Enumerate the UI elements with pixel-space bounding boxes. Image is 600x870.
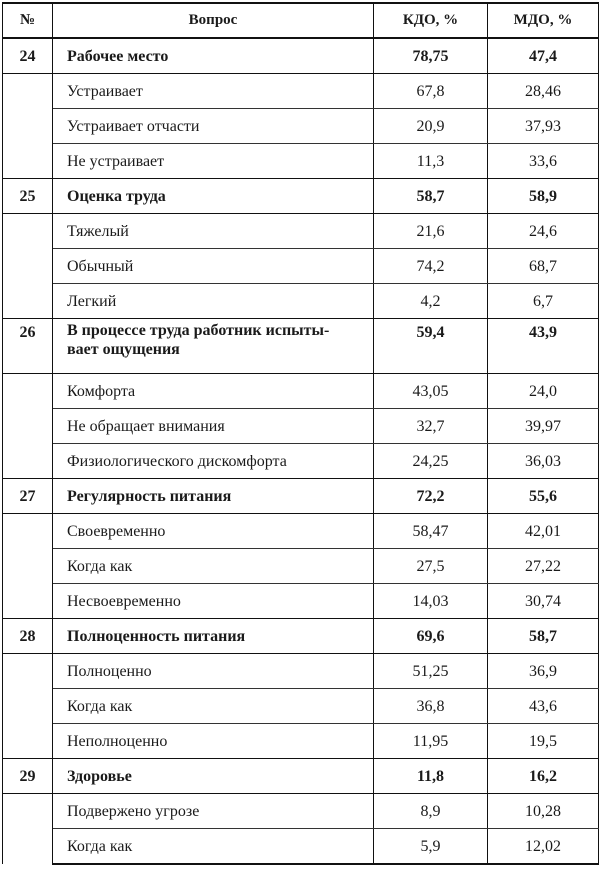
answer-kdo-value: 27,5 — [374, 549, 488, 584]
answer-kdo-value: 20,9 — [374, 109, 488, 144]
question-mdo-value: 47,4 — [488, 38, 599, 74]
answer-mdo-value: 37,93 — [488, 109, 599, 144]
question-mdo-value: 16,2 — [488, 759, 599, 794]
header-num: № — [3, 3, 53, 38]
answer-row — [3, 584, 599, 619]
question-text: Регулярность питания — [53, 479, 374, 514]
answer-mdo-value: 36,03 — [488, 444, 599, 479]
answer-row — [3, 249, 599, 284]
answer-kdo-value: 67,8 — [374, 74, 488, 109]
answer-label: Обычный — [53, 249, 374, 284]
question-number: 27 — [3, 479, 53, 514]
question-row — [3, 619, 599, 654]
question-row — [3, 38, 599, 74]
answer-kdo-value: 51,25 — [374, 654, 488, 689]
answer-row — [3, 444, 599, 479]
answer-label: Когда как — [53, 829, 374, 865]
number-spacer — [3, 654, 53, 759]
question-text-line: вает ощущения — [67, 341, 180, 358]
question-row — [3, 759, 599, 794]
question-text: Рабочее место — [53, 38, 374, 74]
answer-mdo-value: 42,01 — [488, 514, 599, 549]
answer-label: Полноценно — [53, 654, 374, 689]
question-text: Полноценность питания — [53, 619, 374, 654]
answer-mdo-value: 6,7 — [488, 284, 599, 319]
answer-label: Когда как — [53, 549, 374, 584]
table-body — [3, 38, 599, 864]
answer-row — [3, 829, 599, 865]
question-kdo-value: 69,6 — [374, 619, 488, 654]
header-question: Вопрос — [53, 3, 374, 38]
question-text-line: В процессе труда работник испыты- — [67, 322, 330, 339]
question-mdo-value: 55,6 — [488, 479, 599, 514]
answer-mdo-value: 36,9 — [488, 654, 599, 689]
question-text — [53, 319, 374, 374]
number-spacer — [3, 74, 53, 179]
header-row — [3, 3, 599, 38]
answer-kdo-value: 24,25 — [374, 444, 488, 479]
survey-table — [2, 2, 599, 865]
question-kdo-value: 11,8 — [374, 759, 488, 794]
header-kdo: КДО, % — [374, 3, 488, 38]
answer-label: Легкий — [53, 284, 374, 319]
answer-mdo-value: 10,28 — [488, 794, 599, 829]
answer-kdo-value: 14,03 — [374, 584, 488, 619]
answer-label: Своевременно — [53, 514, 374, 549]
answer-kdo-value: 11,3 — [374, 144, 488, 179]
table-header — [3, 3, 599, 38]
answer-mdo-value: 43,6 — [488, 689, 599, 724]
answer-mdo-value: 27,22 — [488, 549, 599, 584]
question-number: 26 — [3, 319, 53, 374]
answer-kdo-value: 4,2 — [374, 284, 488, 319]
question-number: 24 — [3, 38, 53, 74]
number-spacer — [3, 514, 53, 619]
question-kdo-value: 78,75 — [374, 38, 488, 74]
header-mdo: МДО, % — [488, 3, 599, 38]
answer-label: Устраивает — [53, 74, 374, 109]
answer-label: Устраивает отчасти — [53, 109, 374, 144]
answer-row — [3, 109, 599, 144]
question-row — [3, 179, 599, 214]
question-kdo-value: 59,4 — [374, 319, 488, 374]
answer-kdo-value: 5,9 — [374, 829, 488, 865]
answer-label: Неполноценно — [53, 724, 374, 759]
answer-label: Физиологического дискомфорта — [53, 444, 374, 479]
answer-kdo-value: 43,05 — [374, 374, 488, 409]
question-text: Оценка труда — [53, 179, 374, 214]
question-row — [3, 479, 599, 514]
answer-row — [3, 214, 599, 249]
question-row — [3, 319, 599, 374]
answer-row — [3, 409, 599, 444]
number-spacer — [3, 374, 53, 479]
answer-label: Подвержено угрозе — [53, 794, 374, 829]
answer-kdo-value: 74,2 — [374, 249, 488, 284]
answer-label: Не устраивает — [53, 144, 374, 179]
answer-row — [3, 514, 599, 549]
answer-label: Тяжелый — [53, 214, 374, 249]
question-number: 28 — [3, 619, 53, 654]
number-spacer — [3, 214, 53, 319]
answer-row — [3, 74, 599, 109]
number-spacer — [3, 794, 53, 865]
answer-label: Комфорта — [53, 374, 374, 409]
answer-kdo-value: 32,7 — [374, 409, 488, 444]
answer-mdo-value: 19,5 — [488, 724, 599, 759]
answer-kdo-value: 58,47 — [374, 514, 488, 549]
answer-kdo-value: 11,95 — [374, 724, 488, 759]
answer-mdo-value: 12,02 — [488, 829, 599, 865]
answer-row — [3, 549, 599, 584]
question-kdo-value: 72,2 — [374, 479, 488, 514]
answer-row — [3, 374, 599, 409]
answer-mdo-value: 33,6 — [488, 144, 599, 179]
answer-kdo-value: 36,8 — [374, 689, 488, 724]
question-mdo-value: 43,9 — [488, 319, 599, 374]
question-mdo-value: 58,7 — [488, 619, 599, 654]
answer-mdo-value: 24,0 — [488, 374, 599, 409]
answer-kdo-value: 21,6 — [374, 214, 488, 249]
question-text: Здоровье — [53, 759, 374, 794]
question-mdo-value: 58,9 — [488, 179, 599, 214]
question-number: 25 — [3, 179, 53, 214]
answer-mdo-value: 24,6 — [488, 214, 599, 249]
question-kdo-value: 58,7 — [374, 179, 488, 214]
answer-mdo-value: 30,74 — [488, 584, 599, 619]
answer-mdo-value: 68,7 — [488, 249, 599, 284]
answer-row — [3, 284, 599, 319]
answer-kdo-value: 8,9 — [374, 794, 488, 829]
answer-row — [3, 689, 599, 724]
answer-mdo-value: 28,46 — [488, 74, 599, 109]
answer-row — [3, 794, 599, 829]
answer-label: Не обращает внимания — [53, 409, 374, 444]
answer-label: Когда как — [53, 689, 374, 724]
question-number: 29 — [3, 759, 53, 794]
answer-row — [3, 144, 599, 179]
answer-mdo-value: 39,97 — [488, 409, 599, 444]
answer-row — [3, 724, 599, 759]
answer-row — [3, 654, 599, 689]
answer-label: Несвоевременно — [53, 584, 374, 619]
